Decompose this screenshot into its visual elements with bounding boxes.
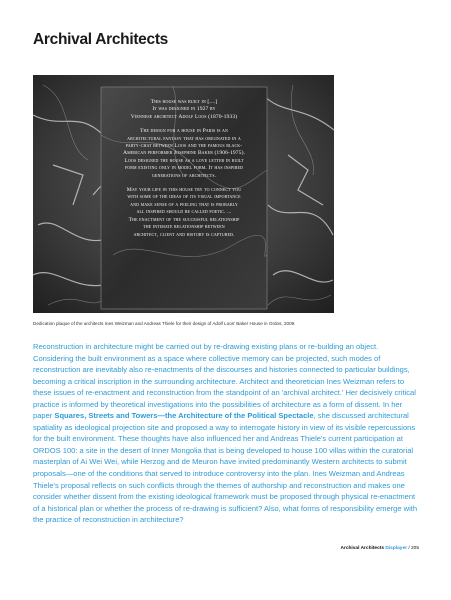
plaque-line: Viennese architect Adolf Loos (1870-1933) (130, 113, 238, 120)
plaque-line: and make sense of a feeling that is probably (130, 201, 238, 208)
plaque-line: with some of the ideas of its visual importance (127, 194, 241, 201)
body-paragraph (33, 341, 419, 526)
plaque-line: It was designed in 1927 by (152, 106, 216, 113)
plaque-gap (105, 180, 263, 187)
plaque-line: May your life in this house try to connect you (126, 187, 242, 194)
plaque-gap (105, 121, 263, 128)
plaque-line: The design for a house in Paris is an (139, 128, 229, 135)
paper-title: Squares, Streets and Towers—the Architecture of the Political Spectacle (54, 411, 314, 421)
body-text-part-1: Reconstruction in architecture might be carried out by re-drawing existing plans or re-building an object. Considering the built environment as a space where collective memory can be projected, such modes of reconstruction are inevitably also re-enactments of the discourses and histories connected to particular buildings, becoming a critical inscription in the surrounding architecture. Architect and theoretician Ines Weizman refers to these issues of re-enactment and reconstruction from the standpoint of an 'archival architect.' Her decisively critical practice is informed by theoretical investigations into the possibilities of architecture as a form of dissent. In her paper (33, 342, 416, 421)
plaque-line: Loos designed the house as a love letter in built (124, 157, 244, 164)
plaque-line: all inspired should be called poetic. ... (136, 209, 232, 216)
plaque-inscription (105, 99, 263, 239)
plaque-line: American performer Josephine Baker (1906-1975). (122, 150, 246, 157)
plaque-line: party-chat between Loos and the famous black- (125, 143, 243, 150)
footer-page-number: / 205 (406, 546, 419, 551)
page-footer (340, 546, 419, 551)
image-caption: Dedication plaque of the architects Ines Weizman and Andreas Thiele for their design of Adolf Loos' Baker House in Ordos, 2009. (33, 321, 296, 326)
plaque-line: form existing only in model form. It has inspired (124, 165, 244, 172)
page-title: Archival Architects (33, 31, 169, 48)
footer-section: Archival Architects (340, 546, 385, 551)
body-text-part-2: , she discussed architectural spatiality as ideological projection site and proposed a way to interrogate history in view of its visible repercussions for the built environment. These thoughts have also influenced her and Andreas Thiele's current participation at ORDOS 100: a site in the desert of Inner Mongolia that is being developed to house 100 villas within the curatorial masterplan of Ai Wei Wei, while Herzog and de Meuron have invited predominantly Western architects to submit proposals—one of the conditions that served to introduce controversy into the plan. Ines Weizman and Andreas Thiele's proposal reflects on such conflicts through the themes of authorship and reconstruction and makes one consider whether dissent from the existing ideological framework must be proposed through physical re-enactment of a historical plan or whether the process of re-drawing is sufficient? Also, what forms of responsibility emerge with the practice of reconstruction in architecture? (33, 411, 418, 525)
plaque-line: This house was built in [....] (150, 99, 218, 105)
plaque-line: The enactment of the successful relationship (128, 216, 240, 223)
plaque-line: generations of architects. (151, 172, 217, 179)
plaque-line: architect, client and history is captured. (133, 231, 235, 238)
plaque-line: the intimate relationship between (143, 224, 225, 231)
plaque-photo (33, 75, 334, 313)
plaque-line: architectural fantasy that has originated in a (127, 135, 241, 142)
footer-publication: Displayer (385, 546, 407, 551)
